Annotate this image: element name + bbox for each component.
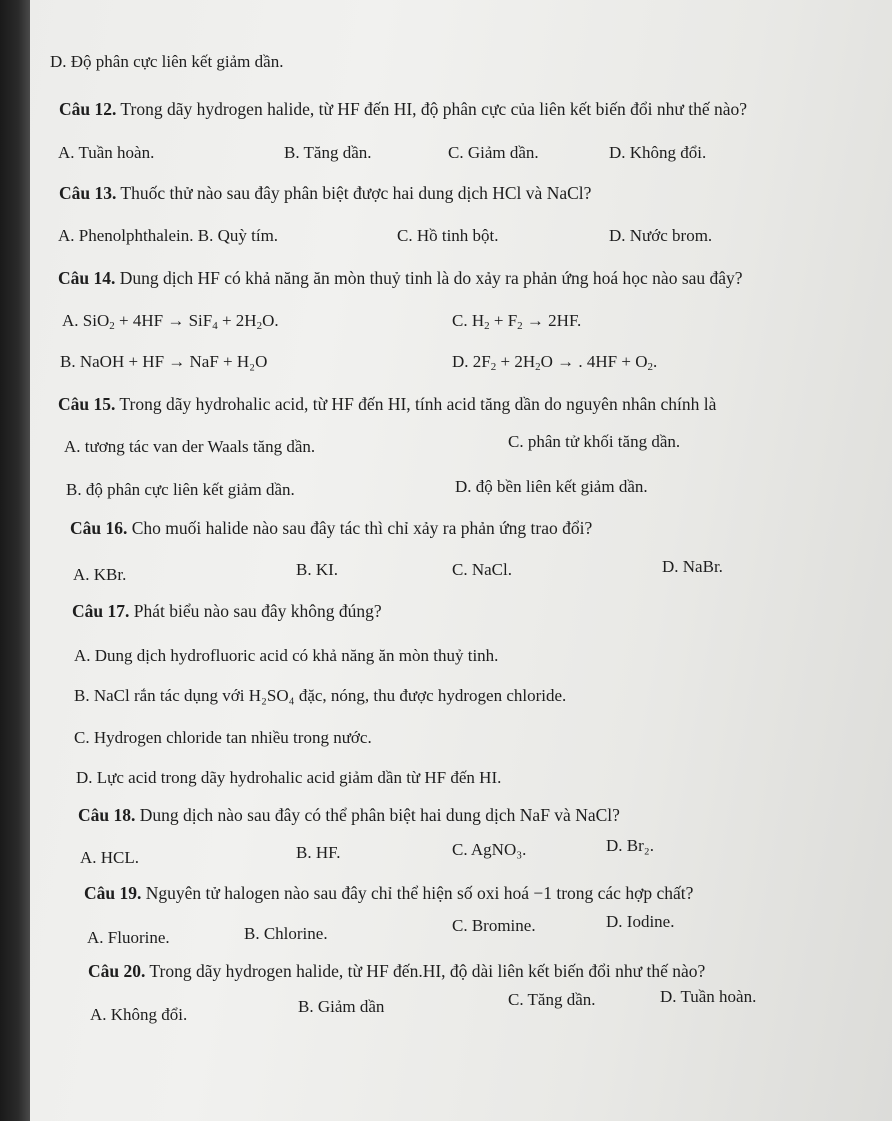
question-16-text: Cho muối halide nào sau đây tác thì chỉ xảy ra phản ứng trao đổi?	[127, 518, 593, 538]
q12-option-a: A. Tuần hoàn.	[58, 143, 155, 162]
q15-option-d: D. độ bền liên kết giảm dần.	[455, 477, 648, 496]
question-14	[58, 268, 743, 288]
q13-option-c: C. Hồ tinh bột.	[397, 226, 499, 245]
q17-option-c: C. Hydrogen chloride tan nhiều trong nước.	[74, 728, 372, 747]
q14-option-b: B. NaOH + HF → NaF + H₂O	[60, 352, 268, 371]
q19-option-c: C. Bromine.	[452, 916, 536, 935]
question-13-number: Câu 13.	[59, 183, 117, 203]
q17-option-d: D. Lực acid trong dãy hydrohalic acid giảm dần từ HF đến HI.	[76, 768, 502, 787]
question-13	[59, 183, 591, 203]
q16-option-a: A. KBr.	[73, 565, 127, 584]
top-option-d: D. Độ phân cực liên kết giảm dần.	[50, 52, 284, 71]
q13-option-ab: A. Phenolphthalein. B. Quỳ tím.	[58, 226, 279, 245]
q20-option-b: B. Giảm dần	[298, 997, 385, 1016]
question-12-number: Câu 12.	[59, 99, 117, 119]
q13-option-d: D. Nước brom.	[609, 226, 713, 245]
question-18-number: Câu 18.	[78, 805, 136, 825]
q18-option-b: B. HF.	[296, 843, 341, 862]
question-14-text: Dung dịch HF có khả năng ăn mòn thuỷ tinh là do xảy ra phản ứng hoá học nào sau đây?	[115, 268, 743, 288]
question-20-number: Câu 20.	[88, 961, 146, 981]
q16-option-d: D. NaBr.	[662, 557, 723, 576]
question-16-number: Câu 16.	[70, 518, 128, 538]
q20-option-d: D. Tuần hoàn.	[660, 987, 757, 1006]
q17-option-b: B. NaCl rắn tác dụng với H₂SO₄ đặc, nóng, thu được hydrogen chloride.	[74, 686, 567, 705]
question-19-number: Câu 19.	[84, 883, 142, 903]
q12-option-b: B. Tăng dần.	[284, 143, 372, 162]
q16-option-b: B. KI.	[296, 560, 339, 579]
q18-option-a: A. HCL.	[80, 848, 140, 867]
question-19	[84, 883, 693, 903]
question-17-text: Phát biểu nào sau đây không đúng?	[129, 601, 382, 621]
question-17-number: Câu 17.	[72, 601, 130, 621]
question-16	[70, 518, 592, 538]
question-20-text: Trong dãy hydrogen halide, từ HF đến.HI, độ dài liên kết biến đổi như thế nào?	[145, 961, 706, 981]
question-18-text: Dung dịch nào sau đây có thể phân biệt hai dung dịch NaF và NaCl?	[135, 805, 620, 825]
question-19-text: Nguyên tử halogen nào sau đây chỉ thể hiện số oxi hoá −1 trong các hợp chất?	[141, 883, 694, 903]
question-14-number: Câu 14.	[58, 268, 116, 288]
q14-option-d: D. $2F_2 + 2H_2O$ → . $4HF + O_2$.	[452, 352, 658, 373]
q19-option-d: D. Iodine.	[606, 912, 675, 931]
q15-option-a: A. tương tác van der Waals tăng dần.	[64, 437, 316, 456]
q15-option-c: C. phân tử khối tăng dần.	[508, 432, 681, 451]
page-binding-shadow	[0, 0, 30, 1121]
question-20	[88, 961, 705, 981]
question-12	[59, 99, 747, 119]
question-17	[72, 601, 382, 621]
q18-option-d: D. Br₂.	[606, 836, 654, 855]
question-13-text: Thuốc thử nào sau đây phân biệt được hai dung dịch HCl và NaCl?	[116, 183, 592, 203]
q14-option-a: A. $SiO_2 + 4HF \to SiF_4 + 2H_2O$.	[62, 311, 279, 332]
question-15	[58, 394, 716, 414]
q16-option-c: C. NaCl.	[452, 560, 512, 579]
q15-option-b: B. độ phân cực liên kết giảm dần.	[66, 480, 295, 499]
q19-option-a: A. Fluorine.	[87, 928, 170, 947]
q20-option-c: C. Tăng dần.	[508, 990, 596, 1009]
q19-option-b: B. Chlorine.	[244, 924, 328, 943]
q20-option-a: A. Không đổi.	[90, 1005, 188, 1024]
q14-option-c: C. $H_2 + F_2 \to 2HF$.	[452, 311, 582, 332]
q17-option-a: A. Dung dịch hydrofluoric acid có khả năng ăn mòn thuỷ tinh.	[74, 646, 499, 665]
q18-option-c: C. AgNO₃.	[452, 840, 527, 859]
question-12-text: Trong dãy hydrogen halide, từ HF đến HI, độ phân cực của liên kết biến đổi như thế nào?	[116, 99, 747, 119]
question-18	[78, 805, 620, 825]
question-15-text: Trong dãy hydrohalic acid, từ HF đến HI, tính acid tăng dần do nguyên nhân chính là	[115, 394, 717, 414]
q12-option-d: D. Không đổi.	[609, 143, 707, 162]
q12-option-c: C. Giảm dần.	[448, 143, 539, 162]
question-15-number: Câu 15.	[58, 394, 116, 414]
